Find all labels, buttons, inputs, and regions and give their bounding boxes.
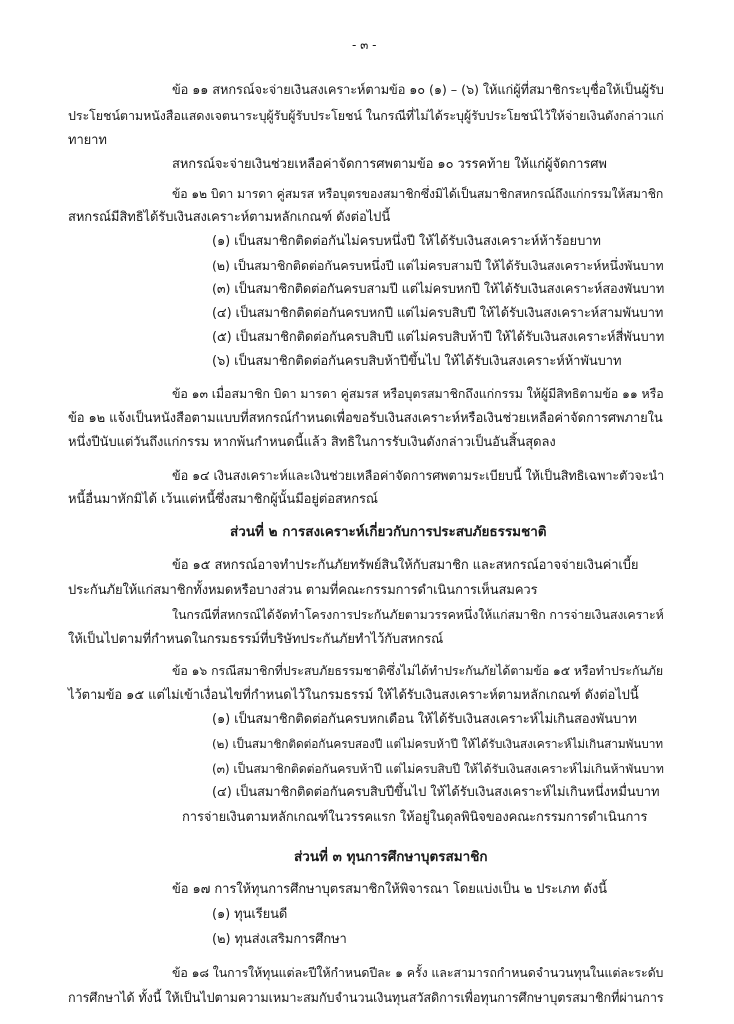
clause-12-line-2: สหกรณ์มีสิทธิได้รับเงินสงเคราะห์ตามหลักเกณฑ์ ดังต่อไปนี้ [68, 210, 391, 225]
section-3-heading: ส่วนที่ ๓ ทุนการศึกษาบุตรสมาชิก [294, 849, 488, 865]
clause-15-line-1: ข้อ ๑๕ สหกรณ์อาจทำประกันภัยทรัพย์สินให้กับสมาชิก และสหกรณ์อาจจ่ายเงินค่าเบี้ย [172, 558, 639, 573]
clause-18-line-2: การศึกษาได้ ทั้งนี้ ให้เป็นไปตามความเหมาะสมกับจำนวนเงินทุนสวัสดิการเพื่อทุนการศึกษาบุตรสมาชิกที่ผ่านการ [68, 990, 664, 1005]
page-number: - ๓ - [352, 38, 377, 52]
clause-14-line-1: ข้อ ๑๔ เงินสงเคราะห์และเงินช่วยเหลือค่าจัดการศพตามระเบียบนี้ ให้เป็นสิทธิเฉพาะตัวจะนำ [172, 468, 665, 483]
clause-11-line-4: สหกรณ์จะจ่ายเงินช่วยเหลือค่าจัดการศพตามข้อ ๑๐ วรรคท้าย ให้แก่ผู้จัดการศพ [172, 157, 607, 172]
clause-15-line-2: ประกันภัยให้แก่สมาชิกทั้งหมดหรือบางส่วน ตามที่คณะกรรมการดำเนินการเห็นสมควร [68, 583, 538, 598]
clause-15-line-3: ในกรณีที่สหกรณ์ได้จัดทำโครงการประกันภัยตามวรรคหนึ่งให้แก่สมาชิก การจ่ายเงินสงเคราะห์ [172, 607, 664, 622]
clause-16-item-4: (๔) เป็นสมาชิกติดต่อกันครบสิบปีขึ้นไป ให้ได้รับเงินสงเคราะห์ไม่เกินหนึ่งหมื่นบาท [212, 785, 660, 800]
clause-12-item-3: (๓) เป็นสมาชิกติดต่อกันครบสามปี แต่ไม่ครบหกปี ให้ได้รับเงินสงเคราะห์สองพันบาท [212, 282, 665, 297]
clause-18-line-1: ข้อ ๑๘ ในการให้ทุนแต่ละปีให้กำหนดปีละ ๑ ครั้ง และสามารถกำหนดจำนวนทุนในแต่ละระดับ [172, 965, 664, 980]
clause-16-line-2: ไว้ตามข้อ ๑๕ แต่ไม่เข้าเงื่อนไขที่กำหนดไว้ในกรมธรรม์ ให้ได้รับเงินสงเคราะห์ตามหลักเกณฑ์ ดังต่อไปนี้ [68, 688, 639, 703]
clause-14-line-2: หนี้อื่นมาหักมิได้ เว้นแต่หนี้ซึ่งสมาชิกผู้นั้นมีอยู่ต่อสหกรณ์ [68, 492, 378, 507]
clause-16-item-1: (๑) เป็นสมาชิกติดต่อกันครบหกเดือน ให้ได้รับเงินสงเคราะห์ไม่เกินสองพันบาท [212, 712, 637, 727]
section-2-heading: ส่วนที่ ๒ การสงเคราะห์เกี่ยวกับการประสบภัยธรรมชาติ [230, 524, 547, 540]
clause-17-item-2: (๒) ทุนส่งเสริมการศึกษา [212, 932, 347, 947]
clause-15-line-4: ให้เป็นไปตามที่กำหนดในกรมธรรม์ที่บริษัทประกันภัยทำไว้กับสหกรณ์ [68, 632, 444, 647]
clause-16-item-3: (๓) เป็นสมาชิกติดต่อกันครบห้าปี แต่ไม่ครบสิบปี ให้ได้รับเงินสงเคราะห์ไม่เกินห้าพันบาท [212, 762, 664, 776]
clause-11-line-3: ทายาท [68, 133, 107, 148]
clause-12-item-6: (๖) เป็นสมาชิกติดต่อกันครบสิบห้าปีขึ้นไป ให้ได้รับเงินสงเคราะห์ห้าพันบาท [212, 354, 622, 369]
clause-13-line-2: ข้อ ๑๒ แจ้งเป็นหนังสือตามแบบที่สหกรณ์กำหนดเพื่อขอรับเงินสงเคราะห์หรือเงินช่วยเหลือค่าจัดการศพภายใน [68, 411, 663, 426]
clause-12-item-1: (๑) เป็นสมาชิกติดต่อกันไม่ครบหนึ่งปี ให้ได้รับเงินสงเคราะห์ห้าร้อยบาท [212, 234, 601, 249]
clause-17-item-1: (๑) ทุนเรียนดี [212, 907, 288, 922]
clause-16-line-1: ข้อ ๑๖ กรณีสมาชิกที่ประสบภัยธรรมชาติซึ่งไม่ได้ทำประกันภัยได้ตามข้อ ๑๕ หรือทำประกันภัย [172, 663, 664, 678]
clause-12-item-4: (๔) เป็นสมาชิกติดต่อกันครบหกปี แต่ไม่ครบสิบปี ให้ได้รับเงินสงเคราะห์สามพันบาท [212, 306, 664, 321]
clause-13-line-3: หนึ่งปีนับแต่วันถึงแก่กรรม หากพ้นกำหนดนี้แล้ว สิทธิในการรับเงินดังกล่าวเป็นอันสิ้นสุดลง [68, 435, 556, 450]
clause-17-line-1: ข้อ ๑๗ การให้ทุนการศึกษาบุตรสมาชิกให้พิจารณา โดยแบ่งเป็น ๒ ประเภท ดังนี้ [172, 882, 607, 897]
clause-13-line-1: ข้อ ๑๓ เมื่อสมาชิก บิดา มารดา คู่สมรส หรือบุตรสมาชิกถึงแก่กรรม ให้ผู้มีสิทธิตามข้อ ๑๑ หรือ [172, 386, 664, 401]
clause-12-item-2: (๒) เป็นสมาชิกติดต่อกันครบหนึ่งปี แต่ไม่ครบสามปี ให้ได้รับเงินสงเคราะห์หนึ่งพันบาท [212, 258, 664, 273]
clause-12-line-1: ข้อ ๑๒ บิดา มารดา คู่สมรส หรือบุตรของสมาชิกซึ่งมิได้เป็นสมาชิกสหกรณ์ถึงแก่กรรมให้สมาชิก [172, 187, 664, 201]
clause-11-line-2: ประโยชน์ตามหนังสือแสดงเจตนาระบุผู้รับผู้รับประโยชน์ ในกรณีที่ไม่ได้ระบุผู้รับประโยชน์ไว้ให้จ่ายเงินดังกล่าวแก่ [68, 108, 664, 123]
clause-16-closing: การจ่ายเงินตามหลักเกณฑ์ในวรรคแรก ให้อยู่ในดุลพินิจของคณะกรรมการดำเนินการ [182, 810, 648, 825]
clause-16-item-2: (๒) เป็นสมาชิกติดต่อกันครบสองปี แต่ไม่ครบห้าปี ให้ได้รับเงินสงเคราะห์ไม่เกินสามพันบาท [212, 737, 664, 751]
clause-11-line-1: ข้อ ๑๑ สหกรณ์จะจ่ายเงินสงเคราะห์ตามข้อ ๑๐ (๑) – (๖) ให้แก่ผู้ที่สมาชิกระบุชื่อให้เป็นผู้รับ [172, 83, 664, 98]
clause-12-item-5: (๕) เป็นสมาชิกติดต่อกันครบสิบปี แต่ไม่ครบสิบห้าปี ให้ได้รับเงินสงเคราะห์สี่พันบาท [212, 330, 665, 345]
